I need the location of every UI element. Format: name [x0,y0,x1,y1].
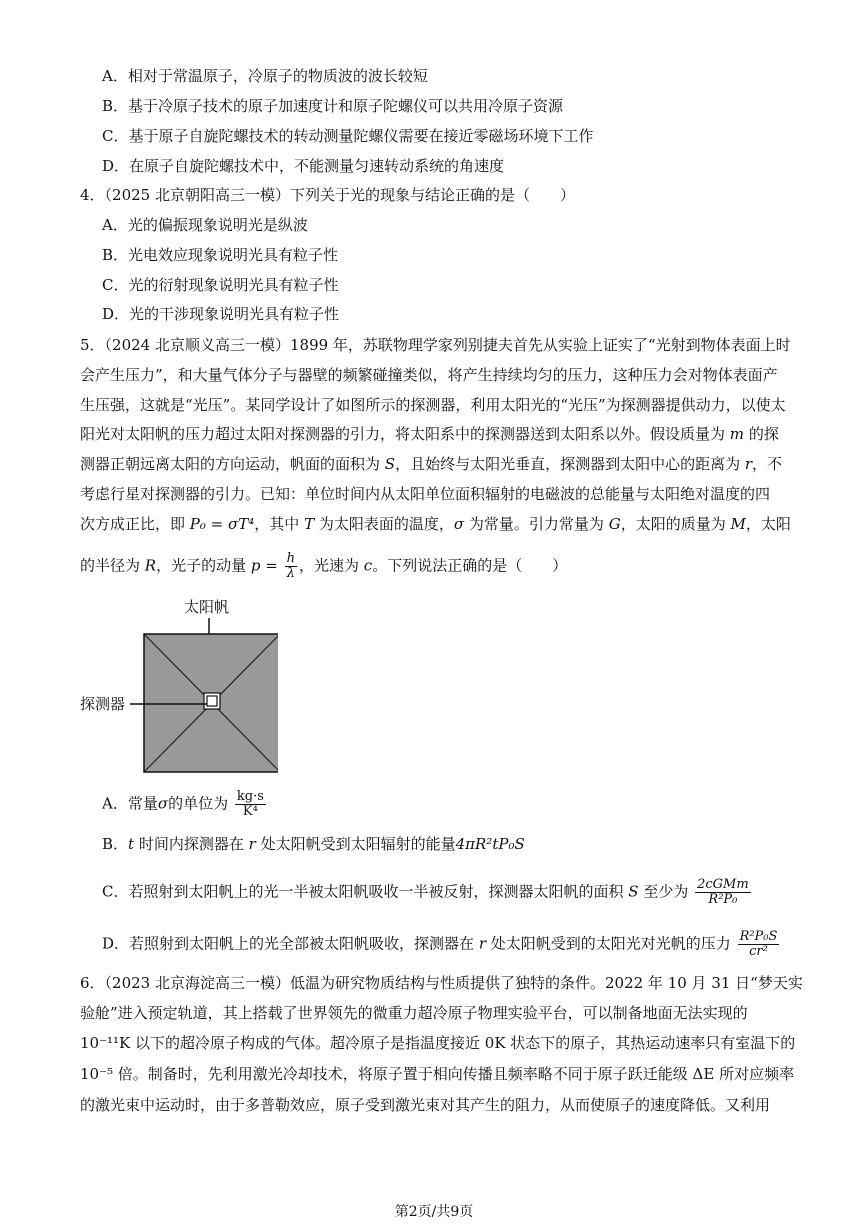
q4-option-c: C．光的衍射现象说明光具有粒子性 [102,276,339,294]
q4-option-a: A．光的偏振现象说明光是纵波 [102,216,308,234]
q3-option-a: A．相对于常温原子，冷原子的物质波的波长较短 [102,67,428,85]
photon-momentum-fraction: $\frac{h}{\lambda}$ [286,551,295,581]
q6-line-4: 10⁻⁵ 倍。制备时，先利用激光冷却技术，将原子置于相向传播且频率略不同于原子跃迁能级 ΔE 所对应频率 [80,1065,795,1083]
q6-line-3: 10⁻¹¹K 以下的超冷原子构成的气体。超冷原子是指温度接近 0K 状态下的原子，其热运动速率只有室温下的 [80,1034,796,1052]
q5-line-1: 5．（2024 北京顺义高三一模）1899 年，苏联物理学家列别捷夫首先从实验上证实了“光射到物体表面上时 [80,336,791,354]
q4-option-d: D．光的干涉现象说明光具有粒子性 [102,305,340,323]
q3-option-c: C．基于原子自旋陀螺技术的转动测量陀螺仪需要在接近零磁场环境下工作 [102,127,594,145]
q5-option-d: D．若照射到太阳帆上的光全部被太阳帆吸收，探测器在 r 处太阳帆受到的太阳光对光帆的压力 $\frac{\text{R²P₀S}}{\text{cr²}}$ [102,929,778,959]
page-number: 第2页/共9页 [394,1204,474,1220]
q4-stem: 4．（2025 北京朝阳高三一模）下列关于光的现象与结论正确的是（ ） [80,186,575,204]
q3-option-b: B．基于冷原子技术的原子加速度计和原子陀螺仪可以共用冷原子资源 [102,97,564,115]
q3-option-d: D．在原子自旋陀螺技术中，不能测量匀速转动系统的角速度 [102,157,505,175]
q5-line-7: 次方成正比，即 P₀ = σT⁴，其中 T 为太阳表面的温度，σ 为常量。引力常量为 G，太阳的质量为 M，太阳 [80,515,791,533]
q5-line-6: 考虑行星对探测器的引力。已知：单位时间内从太阳单位面积辐射的电磁波的总能量与太阳绝对温度的四 [80,485,771,503]
q5-line-3: 生压强，这就是“光压”。某同学设计了如图所示的探测器，利用太阳光的“光压”为探测器提供动力，以使太 [80,396,786,414]
q6-line-5: 的激光束中运动时，由于多普勒效应，原子受到激光束对其产生的阻力，从而使原子的速度降低。又利用 [80,1096,771,1114]
q5-line-8: 的半径为 R，光子的动量 p = $\frac{h}{\lambda}$ ，光速为 c。下列说法正确的是（ ） [80,551,568,581]
q5-option-b: B．t 时间内探测器在 r 处太阳帆受到太阳辐射的能量4πR²tP₀S [102,835,525,853]
probe-label: 探测器 [80,696,126,713]
q4-option-b: B．光电效应现象说明光具有粒子性 [102,246,339,264]
probe-inner [207,696,217,706]
q6-line-2: 验舱”进入预定轨道，其上搭载了世界领先的微重力超冷原子物理实验平台，可以制备地面无法实现的 [80,1004,748,1022]
q5-line-2: 会产生压力”，和大量气体分子与器壁的频繁碰撞类似，将产生持续均匀的压力，这种压力会对物体表面产 [80,366,778,384]
sail-label: 太阳帆 [184,599,230,616]
q5-line-5: 测器正朝远离太阳的方向运动，帆面的面积为 S，且始终与太阳光垂直，探测器到太阳中心的距离为 r，不 [80,455,783,473]
solar-sail-diagram [78,594,278,774]
q6-line-1: 6．（2023 北京海淀高三一模）低温为研究物质结构与性质提供了独特的条件。2022 年 10 月 31 日“梦天实 [80,974,803,992]
q5-option-a: A．常量σ的单位为 $\frac{kg\cdot s}{\text{K⁴}}$ [102,789,264,819]
q5-option-c: C．若照射到太阳帆上的光一半被太阳帆吸收一半被反射，探测器太阳帆的面积 S 至少为 $\frac{\text{2cGMm}}{\text{R²P₀}}$ [102,877,749,907]
q5-line-4: 阳光对太阳帆的压力超过太阳对探测器的引力，将太阳系中的探测器送到太阳系以外。假设质量为 m 的探 [80,425,779,443]
